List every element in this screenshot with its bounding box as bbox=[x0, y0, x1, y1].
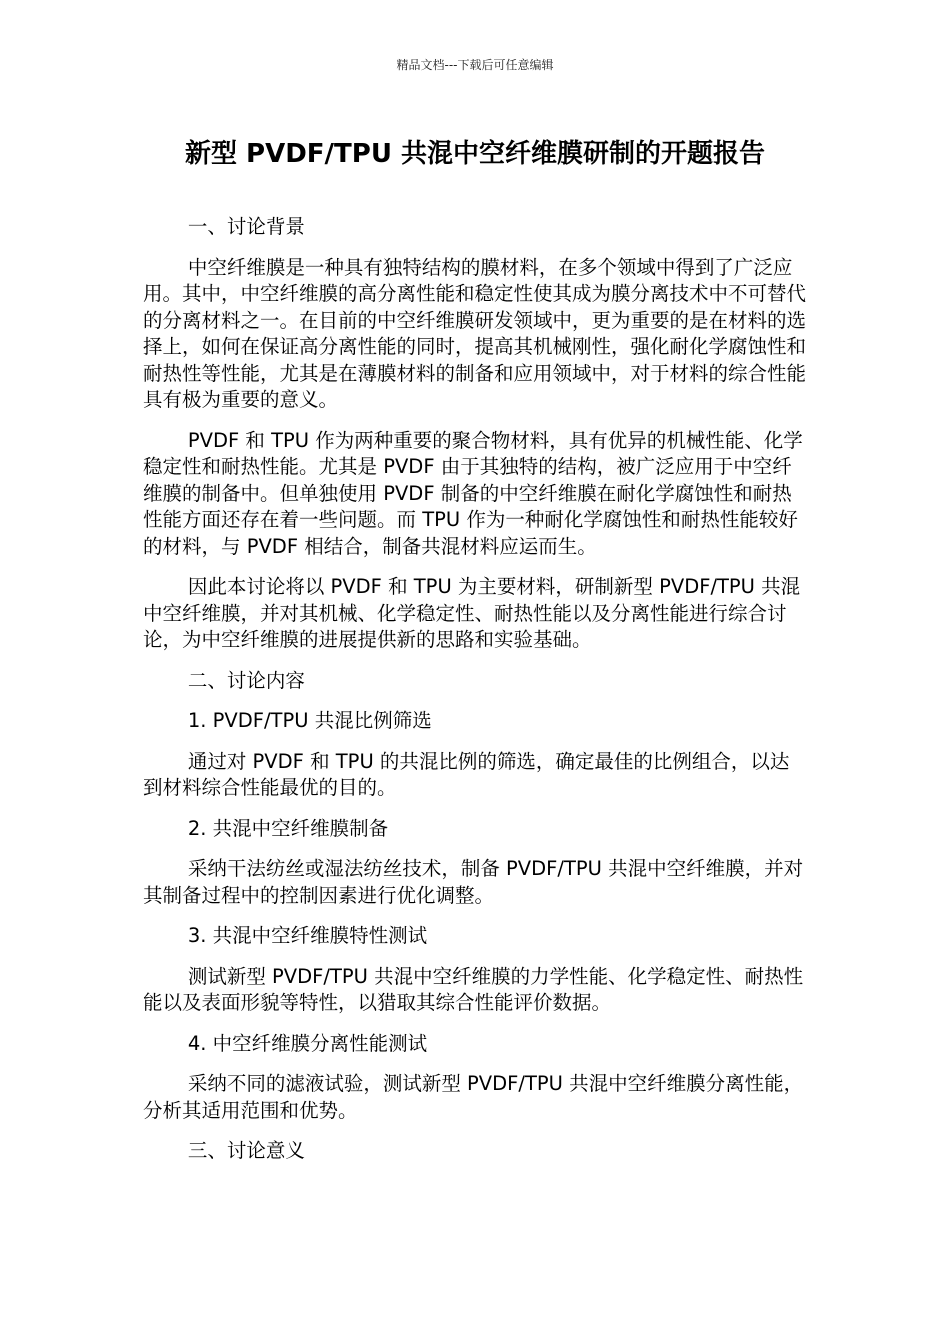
paragraph-background-2: PVDF 和 TPU 作为两种重要的聚合物材料，具有优异的机械性能、化学稳定性和耐热性能。尤其是 PVDF 由于其独特的结构，被广泛应用于中空纤维膜的制备中。但单独使用 PVDF 制备的中空纤维膜在耐化学腐蚀性和耐热性能方面还存在着一些问题。而 TPU 作为一种耐化学腐蚀性和耐热性能较好的材料，与 PVDF 相结合，制备共混材料应运而生。 bbox=[143, 428, 803, 558]
paragraph-background-3: 因此本讨论将以 PVDF 和 TPU 为主要材料，研制新型 PVDF/TPU 共混中空纤维膜，并对其机械、化学稳定性、耐热性能以及分离性能进行综合讨论，为中空纤维膜的进展提供新的思路和实验基础。 bbox=[143, 575, 801, 651]
item-heading-1: 1. PVDF/TPU 共混比例筛选 bbox=[187, 709, 432, 732]
item-heading-3: 3. 共混中空纤维膜特性测试 bbox=[187, 924, 428, 947]
document-title: 新型 PVDF/TPU 共混中空纤维膜研制的开题报告 bbox=[184, 139, 766, 169]
document-body bbox=[143, 214, 808, 1179]
section-heading-content: 二、讨论内容 bbox=[187, 668, 305, 692]
paragraph-background-1: 中空纤维膜是一种具有独特结构的膜材料，在多个领域中得到了广泛应用。其中，中空纤维膜的高分离性能和稳定性使其成为膜分离技术中不可替代的分离材料之一。在目前的中空纤维膜研发领域中，更为重要的是在材料的选择上，如何在保证高分离性能的同时，提高其机械刚性，强化耐化学腐蚀性和耐热性等性能，尤其是在薄膜材料的制备和应用领域中，对于材料的综合性能具有极为重要的意义。 bbox=[143, 255, 807, 411]
header-note: 精品文档---下载后可任意编辑 bbox=[396, 58, 554, 72]
item-heading-4: 4. 中空纤维膜分离性能测试 bbox=[187, 1031, 428, 1055]
item-heading-2: 2. 共混中空纤维膜制备 bbox=[187, 816, 389, 840]
section-heading-significance: 三、讨论意义 bbox=[187, 1139, 305, 1162]
item-text-4: 采纳不同的滤液试验，测试新型 PVDF/TPU 共混中空纤维膜分离性能，分析其适用范围和优势。 bbox=[143, 1072, 804, 1122]
section-heading-background: 一、讨论背景 bbox=[187, 215, 305, 238]
item-text-3: 测试新型 PVDF/TPU 共混中空纤维膜的力学性能、化学稳定性、耐热性能以及表面形貌等特性，以猎取其综合性能评价数据。 bbox=[143, 964, 804, 1014]
item-text-2: 采纳干法纺丝或湿法纺丝技术，制备 PVDF/TPU 共混中空纤维膜，并对其制备过程中的控制因素进行优化调整。 bbox=[143, 857, 804, 907]
item-text-1: 通过对 PVDF 和 TPU 的共混比例的筛选，确定最佳的比例组合，以达到材料综合性能最优的目的。 bbox=[143, 749, 790, 799]
